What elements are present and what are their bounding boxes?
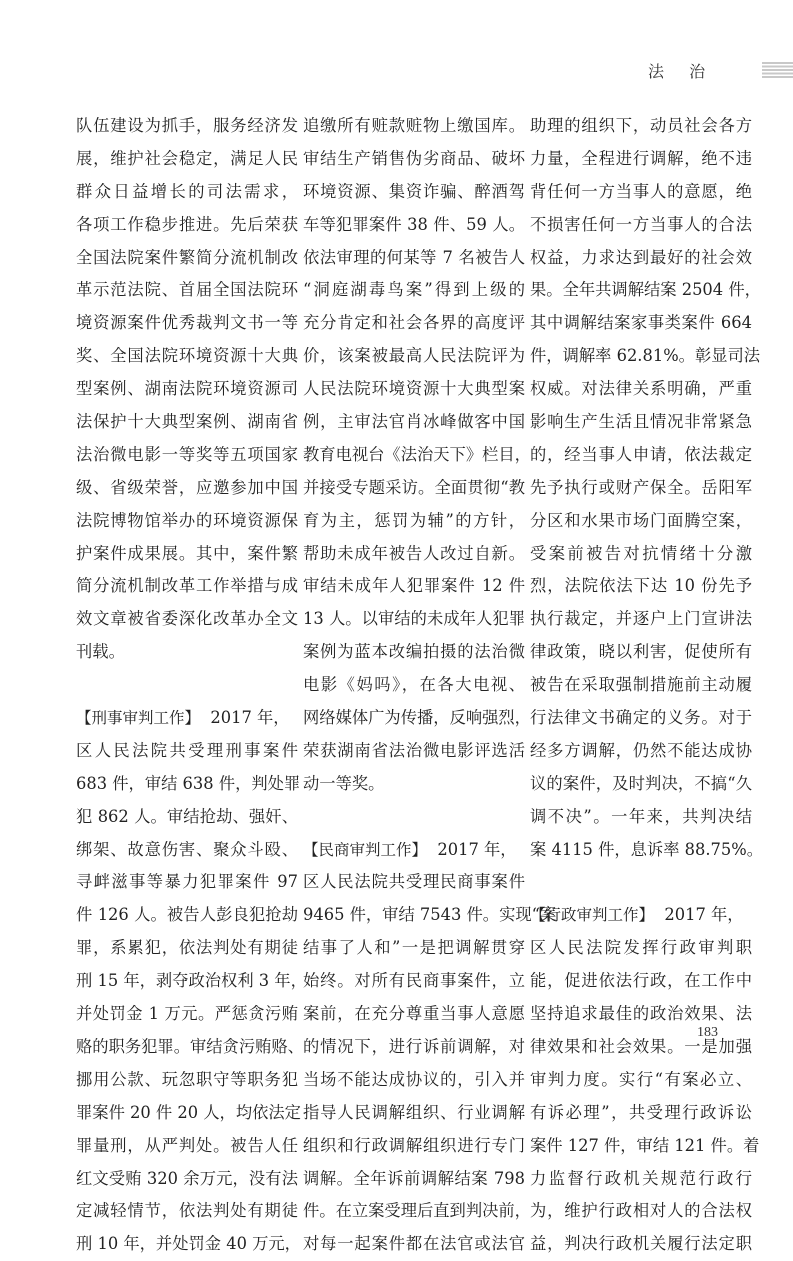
text-line: 并处罚金 1 万元。严惩贪污贿 [76, 1004, 298, 1024]
text-line: 罪量刑，从严判处。被告人任 [76, 1135, 298, 1155]
text-line: 法院博物馆举办的环境资源保 [76, 510, 298, 530]
text-line: 权益，力求达到最好的社会效 [530, 247, 752, 267]
text-line: 其中调解结案家事类案件 664 [530, 313, 752, 333]
text-line: 件，调解率 62.81%。彰显司法 [530, 346, 761, 366]
text-line: 案 4115 件，息诉率 88.75%。 [530, 839, 764, 859]
text-line: 力量，全程进行调解，绝不违 [530, 148, 752, 168]
text-line: 审判力度。实行“有案必立、 [530, 1069, 752, 1089]
text-line: 区人民法院共受理民商事案件 [303, 872, 525, 892]
text-line: 调不决”。一年来，共判决结 [530, 806, 752, 826]
header-rule-decoration [762, 62, 793, 78]
text-line: 定减轻情节，依法判处有期徒 [76, 1201, 298, 1221]
text-line: 例，主审法官肖冰峰做客中国 [303, 412, 525, 432]
text-line: 有诉必理”，共受理行政诉讼 [530, 1102, 752, 1122]
text-line: 件 126 人。被告人彭良犯抢劫 [76, 905, 298, 925]
section-heading: 【民商审判工作】 [303, 840, 428, 859]
text-line: “洞庭湖毒鸟案”得到上级的 [303, 280, 525, 300]
text-line: 电影《妈吗》，在各大电视、 [303, 675, 525, 695]
text-line: 依法审理的何某等 7 名被告人 [303, 247, 525, 267]
text-line: 先予执行或财产保全。岳阳军 [530, 477, 752, 497]
text-line: 执行裁定，并逐户上门宣讲法 [530, 609, 752, 629]
section-heading-line [76, 702, 298, 735]
text-line: 简分流机制改革工作举措与成 [76, 576, 298, 596]
text-line: 环境资源、集资诈骗、醉酒驾 [303, 181, 525, 201]
paragraph-gap [76, 669, 298, 702]
section-title: 法 治 [648, 62, 716, 81]
text-line: 结事了人和”一是把调解贯穿 [303, 938, 525, 958]
text-line: 法保护十大典型案例、湖南省 [76, 412, 298, 432]
text-line: 革示范法院、首届全国法院环 [76, 280, 298, 300]
text-line: 教育电视台《法治天下》栏目， [303, 444, 531, 464]
text-line: 始终。对所有民商事案件，立 [303, 971, 525, 991]
page-number: 183 [697, 1025, 718, 1040]
text-line: 指导人民调解组织、行业调解 [303, 1102, 525, 1122]
text-line: 绑架、故意伤害、聚众斗殴、 [76, 839, 298, 859]
text-line: 案前，在充分尊重当事人意愿 [303, 1004, 525, 1024]
text-line: 奖、全国法院环境资源十大典 [76, 346, 298, 366]
text-line: 队伍建设为抓手，服务经济发 [76, 116, 298, 135]
text-line: 的，经当事人申请，依法裁定 [530, 444, 752, 464]
text-line: 的情况下，进行诉前调解，对 [303, 1036, 525, 1056]
text-line: 区人民法院共受理刑事案件 [76, 740, 298, 760]
text-line: 赂的职务犯罪。审结贪污贿赂、 [76, 1036, 304, 1056]
text-line: 能，促进依法行政，在工作中 [530, 971, 752, 991]
text-line: 型案例、湖南法院环境资源司 [76, 379, 298, 399]
text-line: 红文受贿 320 余万元，没有法 [76, 1168, 298, 1188]
text-line: 荣获湖南省法治微电影评选活 [303, 740, 525, 760]
text-line: 挪用公款、玩忽职守等职务犯 [76, 1069, 298, 1089]
text-line: 权威。对法律关系明确，严重 [530, 379, 752, 399]
text-line: 车等犯罪案件 38 件、59 人。 [303, 214, 525, 234]
text-line: 坚持追求最佳的政治效果、法 [530, 1004, 752, 1024]
text-line: 价，该案被最高人民法院评为 [303, 346, 525, 366]
text-line: 护案件成果展。其中，案件繁 [76, 543, 298, 563]
text-line: 件。在立案受理后直到判决前， [303, 1201, 531, 1221]
text-line: 案例为蓝本改编拍摄的法治微 [303, 642, 525, 662]
text-column-3 [530, 110, 764, 1261]
text-line: 境资源案件优秀裁判文书一等 [76, 313, 298, 333]
text-line: 网络媒体广为传播，反响强烈， [303, 708, 531, 728]
text-line: 展，维护社会稳定，满足人民 [76, 148, 298, 168]
text-line: 帮助未成年被告人改过自新。 [303, 543, 525, 563]
text-line: 动一等奖。 [303, 773, 385, 793]
running-header [640, 60, 793, 84]
text-line: 全国法院案件繁简分流机制改 [76, 247, 298, 267]
text-line: 各项工作稳步推进。先后荣获 [76, 214, 298, 234]
text-line: 寻衅滋事等暴力犯罪案件 97 [76, 872, 298, 892]
text-line: 刑 10 年，并处罚金 40 万元， [76, 1234, 301, 1254]
section-heading: 【行政审判工作】 [530, 906, 655, 925]
text-line: 群众日益增长的司法需求， [76, 181, 298, 201]
section-heading: 【刑事审判工作】 [76, 709, 201, 728]
text-line: 罪案件 20 件 20 人，均依法定 [76, 1102, 301, 1122]
text-line: 9465 件，审结 7543 件。实现“案 [303, 905, 557, 925]
text-line: 对每一起案件都在法官或法官 [303, 1234, 525, 1254]
text-line: 律政策，晓以利害，促使所有 [530, 642, 752, 662]
text-line: 审结未成年人犯罪案件 12 件 [303, 576, 525, 596]
text-line: 力监督行政机关规范行政行 [530, 1168, 752, 1188]
text-line: 罪，系累犯，依法判处有期徒 [76, 938, 298, 958]
section-heading-tail: 2017 年， [437, 839, 517, 859]
text-column-2 [303, 110, 557, 1261]
paragraph-gap [530, 866, 752, 899]
text-line: 益，判决行政机关履行法定职 [530, 1234, 752, 1254]
text-line: 审结生产销售伪劣商品、破坏 [303, 148, 525, 168]
text-line: 被告在采取强制措施前主动履 [530, 675, 752, 695]
text-line: 刊载。 [76, 642, 125, 662]
text-line: 烈，法院依法下达 10 份先予 [530, 576, 752, 596]
text-line: 刑 15 年，剥夺政治权利 3 年， [76, 971, 307, 991]
text-line: 调解。全年诉前调解结案 798 [303, 1168, 525, 1188]
text-column-1 [76, 110, 307, 1261]
text-line: 律效果和社会效果。一是加强 [530, 1036, 752, 1056]
text-line: 犯 862 人。审结抢劫、强奸、 [76, 806, 298, 826]
text-line: 追缴所有赃款赃物上缴国库。 [303, 116, 525, 135]
text-line: 充分肯定和社会各界的高度评 [303, 313, 525, 333]
text-line: 组织和行政调解组织进行专门 [303, 1135, 525, 1155]
text-line: 经多方调解，仍然不能达成协 [530, 740, 752, 760]
text-line: 为，维护行政相对人的合法权 [530, 1201, 752, 1221]
text-line: 议的案件，及时判决，不搞“久 [530, 773, 752, 793]
text-line: 区人民法院发挥行政审判职 [530, 938, 752, 958]
text-line: 果。全年共调解结案 2504 件， [530, 280, 761, 300]
text-line: 人民法院环境资源十大典型案 [303, 379, 525, 399]
section-heading-tail: 2017 年， [210, 708, 290, 728]
text-line: 不损害任何一方当事人的合法 [530, 214, 752, 234]
text-line: 当场不能达成协议的，引入并 [303, 1069, 525, 1089]
section-heading-tail: 2017 年， [664, 905, 744, 925]
text-line: 13 人。以审结的未成年人犯罪 [303, 609, 525, 629]
paragraph-gap [303, 801, 525, 834]
text-line: 行法律文书确定的义务。对于 [530, 708, 752, 728]
text-line: 效文章被省委深化改革办全文 [76, 609, 298, 629]
text-line: 级、省级荣誉，应邀参加中国 [76, 477, 298, 497]
text-line: 受案前被告对抗情绪十分激 [530, 543, 752, 563]
text-line: 683 件，审结 638 件，判处罪 [76, 773, 301, 793]
text-line: 影响生产生活且情况非常紧急 [530, 412, 752, 432]
section-heading-line [303, 834, 525, 867]
text-line: 背任何一方当事人的意愿，绝 [530, 181, 752, 201]
section-heading-line [530, 899, 752, 932]
text-line: 育为主，惩罚为辅”的方针， [303, 510, 525, 530]
text-line: 并接受专题采访。全面贯彻“教 [303, 477, 525, 497]
text-line: 助理的组织下，动员社会各方 [530, 116, 752, 135]
text-line: 分区和水果市场门面腾空案， [530, 510, 752, 530]
text-line: 案件 127 件，审结 121 件。着 [530, 1135, 760, 1155]
text-line: 法治微电影一等奖等五项国家 [76, 444, 298, 464]
